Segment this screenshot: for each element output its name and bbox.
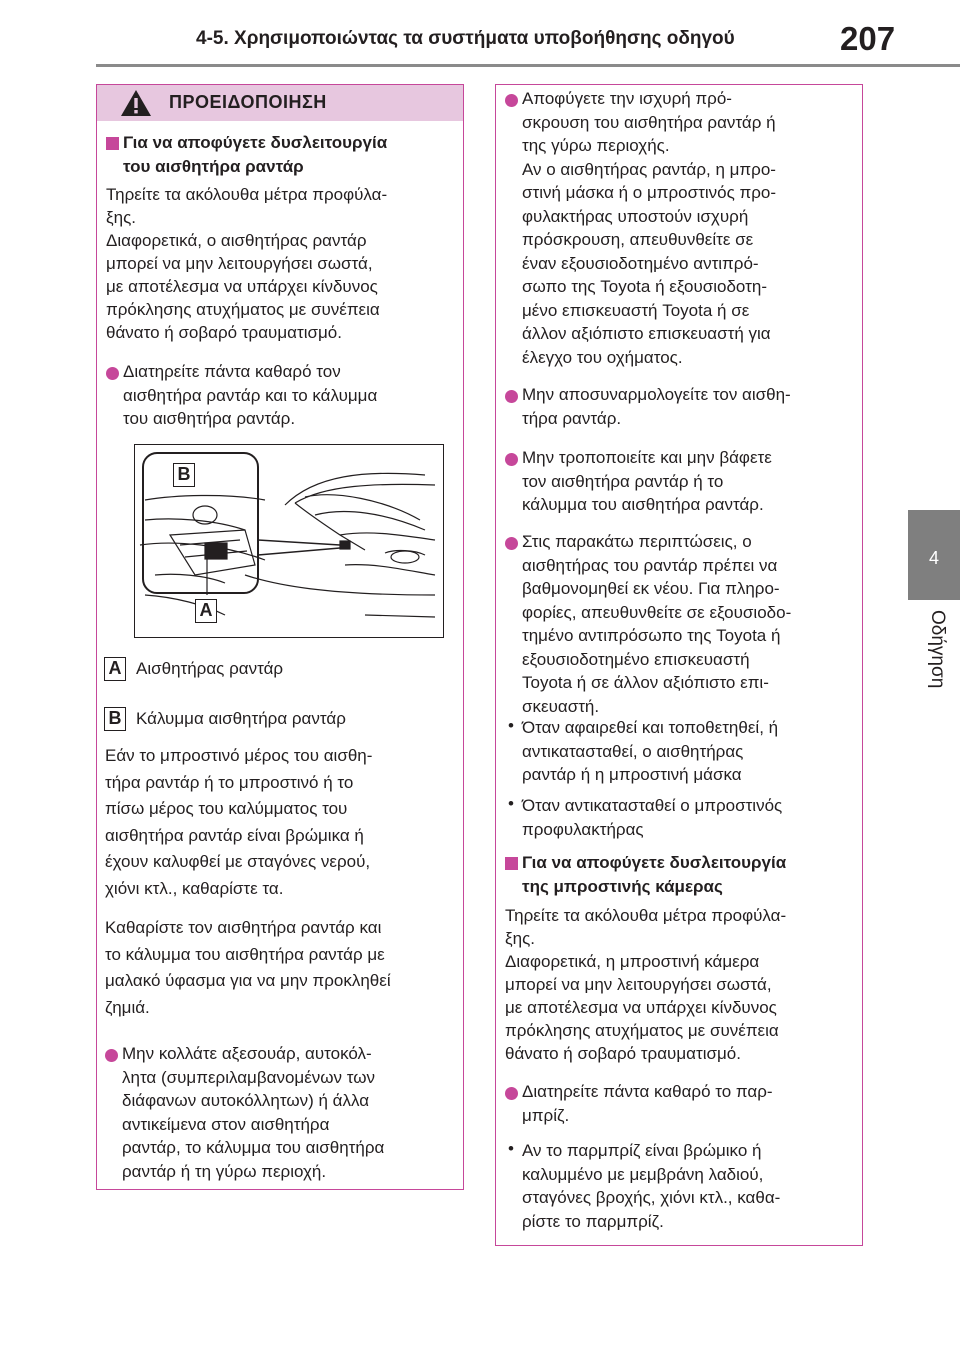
chapter-tab-label: Οδήγηση	[927, 610, 948, 689]
warning-triangle-icon	[119, 88, 153, 118]
sub-bullet-glyph: •	[508, 794, 514, 813]
chapter-heading: 4-5. Χρησιμοποιώντας τα συστήματα υποβοήθησης οδηγού	[196, 28, 735, 49]
section-title-radar: Για να αποφύγετε δυσλειτουργία του αισθητήρα ραντάρ	[123, 133, 388, 176]
bullet-dot-icon	[505, 537, 518, 550]
bullet-no-accessories: Μην κολλάτε αξεσουάρ, αυτοκόλ- λητα (συμπεριλαμβανομένων των διάφανων αυτοκόλλητων) ή άλλα αντικείμενα στον αισθητήρα ραντάρ, το κάλυμμα του αισθητήρα ραντάρ ή τη γύρω περιοχή.	[122, 1044, 385, 1181]
sub-bullet-bumper: Όταν αντικατασταθεί ο μπροστινός προφυλακτήρας	[522, 796, 783, 839]
sub-bullet-glyph: •	[508, 716, 514, 735]
section-title-camera: Για να αποφύγετε δυσλειτουργία της μπροστινής κάμερας	[522, 853, 787, 896]
para-cleaning-condition: Εάν το μπροστινό μέρος του αισθη- τήρα ραντάρ ή το μπροστινό ή το πίσω μέρος του καλύμματος του αισθητήρα ραντάρ είναι βρώμικα ή έχουν καλυφθεί με σταγόνες νερού, χιόνι κτλ., καθαρίστε τα.	[105, 746, 373, 898]
bullet-keep-clean: Διατηρείτε πάντα καθαρό τον αισθητήρα ραντάρ και το κάλυμμα του αισθητήρα ραντάρ.	[123, 362, 378, 428]
para-cleaning-method: Καθαρίστε τον αισθητήρα ραντάρ και το κάλυμμα του αισθητήρα ραντάρ με μαλακό ύφασμα για να μην προκληθεί ζημιά.	[105, 918, 391, 1017]
warning-title: ΠΡΟΕΙΔΟΠΟΙΗΣΗ	[169, 92, 327, 112]
bullet-dot-icon	[505, 94, 518, 107]
bullet-dot-icon	[105, 1049, 118, 1062]
intro-text-radar: Τηρείτε τα ακόλουθα μέτρα προφύλα- ξης. Διαφορετικά, ο αισθητήρας ραντάρ μπορεί να μην λειτουργήσει σωστά, με αποτέλεσμα να υπάρχει κίνδυνος πρόκλησης ατυχήματος με συνέπεια θάνατο ή σοβαρό τραυματισμό.	[106, 185, 388, 342]
figure-label-b: B	[173, 463, 195, 487]
header-rule	[96, 64, 960, 67]
warning-box-right	[495, 84, 863, 1246]
chapter-tab-number: 4	[928, 548, 939, 568]
bullet-dot-icon	[106, 367, 119, 380]
chapter-tab[interactable]	[908, 510, 960, 600]
figure-label-a: A	[195, 599, 217, 623]
legend-text-a: Αισθητήρας ραντάρ	[136, 659, 284, 678]
sub-bullet-windshield-dirty: Αν το παρμπρίζ είναι βρώμικο ή καλυμμένο με μεμβράνη λαδιού, σταγόνες βροχής, χιόνι κτλ., καθα- ρίστε το παρμπρίζ.	[522, 1141, 781, 1231]
bullet-no-modify: Μην τροποποιείτε και μην βάφετε τον αισθητήρα ραντάρ ή το κάλυμμα του αισθητήρα ραντάρ.	[522, 448, 772, 514]
section-square-icon	[505, 857, 518, 870]
warning-header	[97, 85, 463, 121]
bullet-no-disassemble: Μην αποσυναρμολογείτε τον αισθη- τήρα ραντάρ.	[522, 385, 791, 428]
legend-key-a: A	[104, 657, 126, 681]
page-number: 207	[840, 20, 896, 57]
intro-text-camera: Τηρείτε τα ακόλουθα μέτρα προφύλα- ξης. Διαφορετικά, η μπροστινή κάμερα μπορεί να μην λειτουργήσει σωστά, με αποτέλεσμα να υπάρχει κίνδυνος πρόκλησης ατυχήματος με συνέπεια θάνατο ή σοβαρό τραυματισμό.	[505, 906, 787, 1063]
bullet-dot-icon	[505, 453, 518, 466]
legend-text-b: Κάλυμμα αισθητήρα ραντάρ	[136, 709, 346, 728]
bullet-dot-icon	[505, 390, 518, 403]
bullet-recalibrate: Στις παρακάτω περιπτώσεις, ο αισθητήρας του ραντάρ πρέπει να βαθμονομηθεί εκ νέου. Για πληρο- φορίες, απευθυνθείτε σε εξουσιοδο- τημένο αντιπρόσωπο της Toyota ή εξουσιοδοτημένο επισκευαστή Toyota ή σε άλλον αξιόπιστο επι- σκευαστή.	[522, 532, 792, 716]
bullet-keep-windshield-clean: Διατηρείτε πάντα καθαρό το παρ- μπρίζ.	[522, 1082, 773, 1125]
bullet-avoid-impact: Αποφύγετε την ισχυρή πρό- σκρουση του αισθητήρα ραντάρ ή της γύρω περιοχής. Αν ο αισθητήρας ραντάρ, η μπρο- στινή μάσκα ή ο μπροστινός προ- φυλακτήρας υποστούν ισχυρή πρόσκρουση, απευθυνθείτε σε έναν εξουσιοδοτημένο αντιπρό- σωπο της Toyota ή εξουσιοδοτη- μένο επισκευαστή Toyota ή σε άλλον αξιόπιστο επισκευαστή για έλεγχο του οχήματος.	[522, 89, 776, 367]
legend-key-b: B	[104, 707, 126, 731]
radar-sensor-figure	[134, 444, 444, 638]
sub-bullet-glyph: •	[508, 1139, 514, 1158]
sub-bullet-removed: Όταν αφαιρεθεί και τοποθετηθεί, ή αντικατασταθεί, ο αισθητήρας ραντάρ ή η μπροστινή μάσκα	[522, 718, 779, 784]
bullet-dot-icon	[505, 1087, 518, 1100]
section-square-icon	[106, 137, 119, 150]
